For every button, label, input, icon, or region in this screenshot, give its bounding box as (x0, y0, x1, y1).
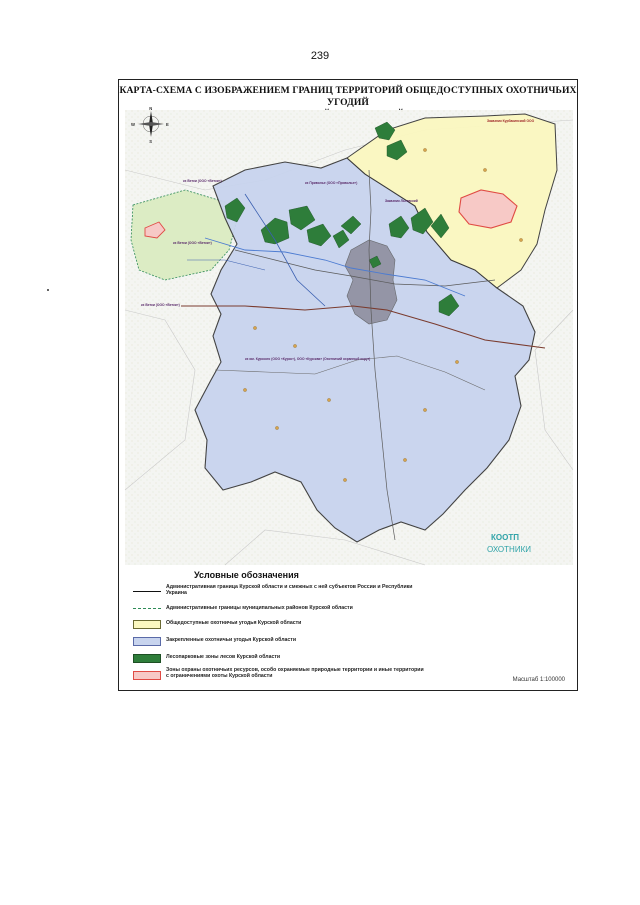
legend-title: Условные обозначения (194, 570, 299, 580)
legend-symbol-yellow-box (133, 620, 161, 629)
legend-label: Закрепленные охотничьи угодья Курской области (166, 637, 297, 643)
legend-item-district-border (133, 601, 433, 617)
page-number: 239 (310, 50, 330, 62)
legend (119, 570, 579, 690)
legend-item-public-lands (133, 617, 433, 633)
annotation-hunt-d: кх Ветки (ООО «Ветки») (141, 303, 180, 307)
legend-label: Зоны охраны охотничьих ресурсов, особо охраняемые природные территории и иные территории с ограничениями охоты Курской области (166, 667, 424, 680)
map-svg (125, 106, 573, 565)
compass-e: E (166, 122, 169, 127)
map-title-line1: КАРТА-СХЕМА С ИЗОБРАЖЕНИЕМ ГРАНИЦ ТЕРРИТОРИЙ ОБЩЕДОСТУПНЫХ ОХОТНИЧЬИХ УГОДИЙ (119, 85, 577, 108)
compass-n: N (149, 106, 153, 111)
map-area (125, 106, 573, 565)
legend-item-forest-park (133, 651, 433, 667)
scan-speck (47, 289, 49, 291)
compass-s: S (149, 139, 152, 144)
legend-label: Административная граница Курской области и смежных с ней субъектов России и Республики Украина (166, 584, 413, 597)
legend-symbol-red-box (133, 671, 161, 680)
legend-item-protected-zones (133, 668, 433, 684)
legend-item-admin-border (133, 584, 433, 600)
legend-label: Административные границы муниципальных районов Курской области (166, 605, 353, 611)
legend-symbol-green-dash (133, 608, 161, 609)
legend-label: Лесопарковые зоны лесов Курской области (166, 654, 281, 660)
annotation-hunt-c: кх Ветки (ООО «Ветки») (173, 241, 212, 245)
legend-symbol-green-box (133, 654, 161, 663)
logo-line1: КООТП (491, 533, 519, 542)
legend-item-assigned-lands (133, 634, 433, 650)
annotation-hunt-b: кх Приволье (ООО «Приволье») (305, 181, 358, 185)
annotation-hunt-g: Заказник Курбакинский ООО (487, 119, 535, 123)
legend-label: Общедоступные охотничьи угодья Курской области (166, 620, 302, 626)
legend-symbol-blue-box (133, 637, 161, 646)
logo-line2: ОХОТНИКИ (487, 545, 531, 554)
map-frame (118, 79, 578, 691)
annotation-hunt-a: кх Ветки (ООО «Ветки») (183, 179, 222, 183)
annotation-hunt-f: Заказник Льговский (385, 199, 418, 203)
scale-label: Масштаб 1:100000 (512, 677, 565, 683)
annotation-hunt-e: кх им. Курского (ООО «Курск»), ООО «Курская» (Охотничий охранный округ) (245, 357, 371, 361)
compass-w: W (131, 122, 135, 127)
legend-symbol-black-line (133, 591, 161, 592)
